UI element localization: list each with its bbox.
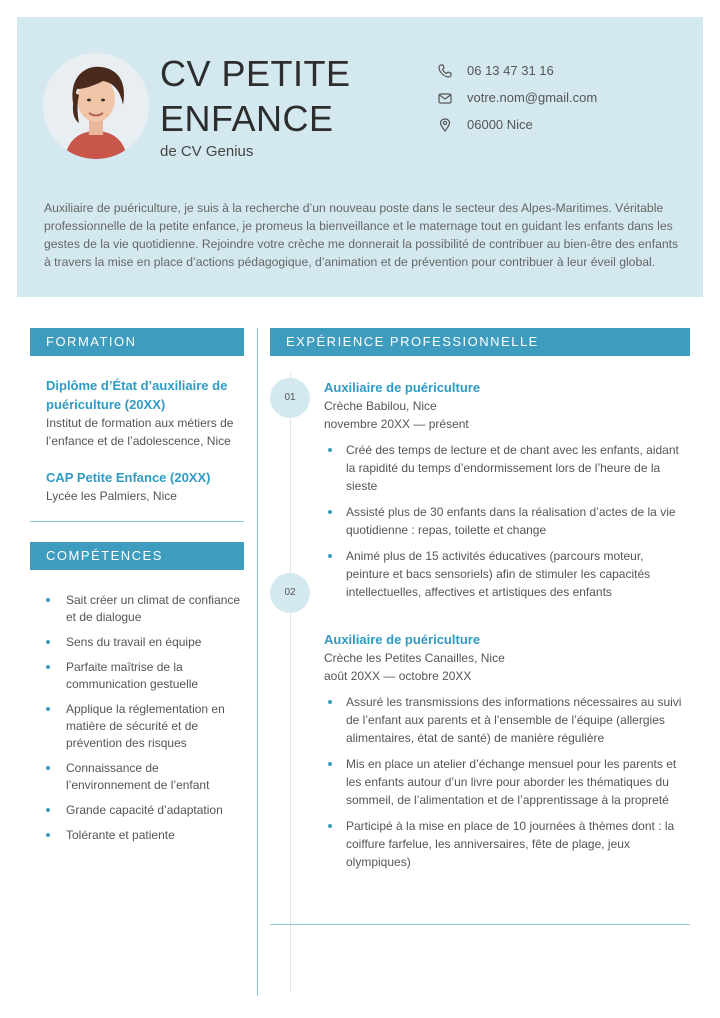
- skill-item: Sens du travail en équipe: [44, 634, 244, 651]
- job-bullet: Animé plus de 15 activités éducatives (parcours moteur, peinture et bacs sensoriels) afin de stimuler les capacités intellectuelles, affectives et artistiques des enfants: [324, 547, 690, 601]
- job-bullet: Assuré les transmissions des informations nécessaires au suivi de l’enfant aux parents et à l’ensemble de l’équipe (allergies alimentaires, état de santé) de manière régulière: [324, 693, 690, 747]
- avatar-portrait-icon: [43, 53, 149, 159]
- job-dates: août 20XX — octobre 20XX: [324, 669, 472, 683]
- job-title: Auxiliaire de puériculture: [324, 632, 481, 647]
- experience-heading: EXPÉRIENCE PROFESSIONNELLE: [270, 328, 690, 356]
- job-title: Auxiliaire de puériculture: [324, 380, 481, 395]
- location-text: 06000 Nice: [467, 117, 533, 132]
- skills-list: [30, 592, 244, 844]
- profile-photo: [43, 53, 149, 159]
- job-bullets: [324, 693, 690, 871]
- contact-info: [437, 57, 597, 138]
- left-column: [30, 328, 244, 852]
- formation-title: CAP Petite Enfance (20XX): [46, 470, 211, 485]
- right-column: [270, 328, 690, 968]
- contact-location: [437, 111, 597, 138]
- job-entry: [324, 378, 690, 609]
- formation-school: Institut de formation aux métiers de l’enfance et de l’adolescence, Nice: [46, 416, 234, 448]
- section-divider: [270, 924, 690, 925]
- job-company: Crèche les Petites Canailles, Nice: [324, 651, 505, 665]
- timeline-marker: 01: [270, 378, 310, 418]
- job-dates: novembre 20XX — présent: [324, 417, 469, 431]
- location-pin-icon: [437, 117, 453, 133]
- skill-item: Applique la réglementation en matière de sécurité et de prévention des risques: [44, 701, 244, 752]
- job-bullets: [324, 441, 690, 601]
- mail-icon: [437, 90, 453, 106]
- contact-email: [437, 84, 597, 111]
- formation-school: Lycée les Palmiers, Nice: [46, 489, 177, 503]
- contact-phone: [437, 57, 597, 84]
- skill-item: Connaissance de l’environnement de l’enfant: [44, 760, 244, 794]
- job-entry: [324, 630, 690, 879]
- formation-heading: FORMATION: [30, 328, 244, 356]
- email-address[interactable]: votre.nom@gmail.com: [467, 90, 598, 105]
- competences-heading: COMPÉTENCES: [30, 542, 244, 570]
- job-bullet: Créé des temps de lecture et de chant avec les enfants, aidant la rapidité du temps d’endormissement lors de l’heure de la sieste: [324, 441, 690, 495]
- skill-item: Parfaite maîtrise de la communication gestuelle: [44, 659, 244, 693]
- formation-item: [30, 376, 244, 450]
- skill-item: Tolérante et patiente: [44, 827, 244, 844]
- section-divider: [30, 521, 244, 522]
- job-company: Crèche Babilou, Nice: [324, 399, 437, 413]
- job-bullet: Participé à la mise en place de 10 journées à thèmes dont : la coiffure farfelue, les anniversaires, fête de plage, jeux olympiques): [324, 817, 690, 871]
- job-bullet: Mis en place un atelier d’échange mensuel pour les parents et les enfants autour d’un livre pour aborder les thématiques du sommeil, de l’alimentation et de l’apprentissage à la propreté: [324, 755, 690, 809]
- phone-number[interactable]: 06 13 47 31 16: [467, 63, 554, 78]
- job-bullet: Assisté plus de 30 enfants dans la réalisation d’actes de la vie quotidienne : repas, toilette et change: [324, 503, 690, 539]
- formation-title: Diplôme d’État d’auxiliaire de puériculture (20XX): [46, 378, 228, 412]
- timeline-marker: 02: [270, 573, 310, 613]
- cv-subtitle: de CV Genius: [160, 143, 254, 160]
- column-divider: [257, 328, 258, 996]
- cv-title: CV PETITE ENFANCE: [160, 53, 351, 139]
- skill-item: Sait créer un climat de confiance et de dialogue: [44, 592, 244, 626]
- skill-item: Grande capacité d’adaptation: [44, 802, 244, 819]
- formation-item: [30, 468, 244, 505]
- profile-summary: Auxiliaire de puériculture, je suis à la recherche d’un nouveau poste dans le secteur des Alpes-Maritimes. Véritable professionnelle de la petite enfance, je promeus la bienveillance et le maternage tout en guidant les enfants dans les gestes de la vie quotidienne. Rejoindre votre crèche me donnerait la possibilité de contribuer au bien-être des enfants à travers la mise en place d’actions pédagogique, d’animation et de prévention pour contribuer à leur éveil global.: [44, 201, 679, 269]
- phone-icon: [437, 63, 453, 79]
- header-banner: [17, 17, 703, 297]
